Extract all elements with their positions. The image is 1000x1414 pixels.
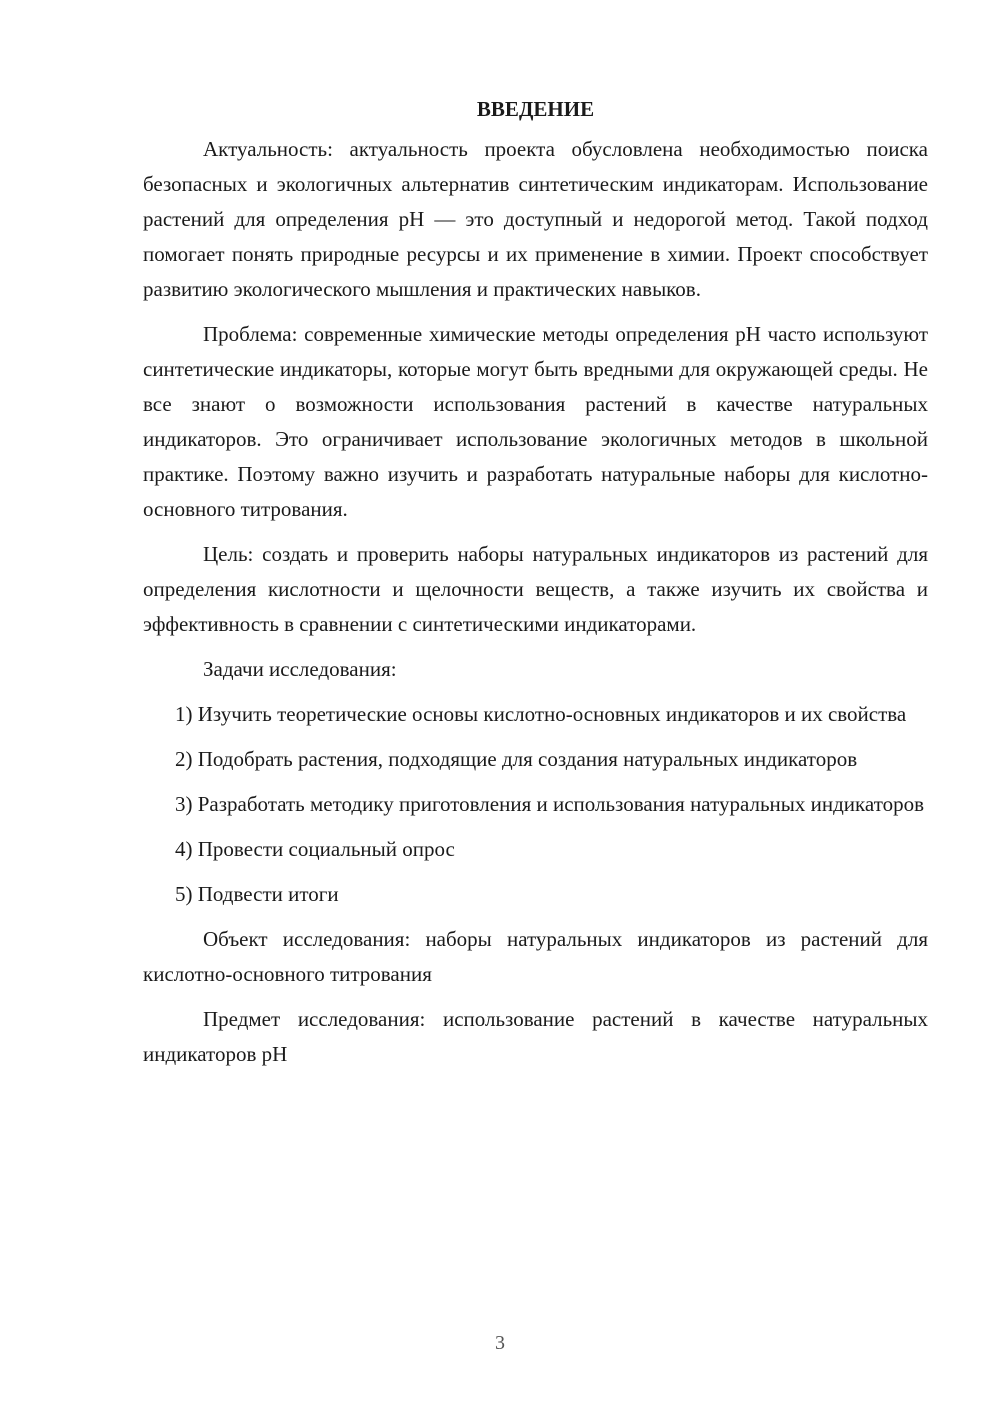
- page-number: 3: [495, 1332, 505, 1354]
- page-title: ВВЕДЕНИЕ: [476, 97, 595, 121]
- task-item-2: 2) Подобрать растения, подходящие для создания натуральных индикаторов: [175, 747, 858, 771]
- subject-paragraph: Предмет исследования: использование растений в качестве натуральных индикаторов pH: [143, 1007, 928, 1066]
- task-item-1: 1) Изучить теоретические основы кислотно-основных индикаторов и их свойства: [175, 702, 907, 726]
- tasks-heading: Задачи исследования:: [203, 657, 397, 681]
- object-paragraph: Объект исследования: наборы натуральных индикаторов из растений для кислотно-основного титрования: [143, 927, 928, 986]
- task-item-4: 4) Провести социальный опрос: [175, 837, 455, 861]
- task-item-3: 3) Разработать методику приготовления и использования натуральных индикаторов: [175, 792, 925, 816]
- relevance-paragraph: Актуальность: актуальность проекта обусловлена необходимостью поиска безопасных и экологичных альтернатив синтетическим индикаторам. Использование растений для определения pH — это доступный и недорогой метод. Такой подход помогает понять природные ресурсы и их применение в химии. Проект способствует развитию экологического мышления и практических навыков.: [143, 137, 928, 301]
- goal-paragraph: Цель: создать и проверить наборы натуральных индикаторов из растений для определения кислотности и щелочности веществ, а также изучить их свойства и эффективность в сравнении с синтетическими индикаторами.: [143, 542, 928, 636]
- document-page: [143, 92, 928, 1072]
- task-item-5: 5) Подвести итоги: [175, 882, 339, 906]
- problem-paragraph: Проблема: современные химические методы определения pH часто используют синтетические индикаторы, которые могут быть вредными для окружающей среды. Не все знают о возможности использования растений в качестве натуральных индикаторов. Это ограничивает использование экологичных методов в школьной практике. Поэтому важно изучить и разработать натуральные наборы для кислотно-основного титрования.: [143, 322, 928, 521]
